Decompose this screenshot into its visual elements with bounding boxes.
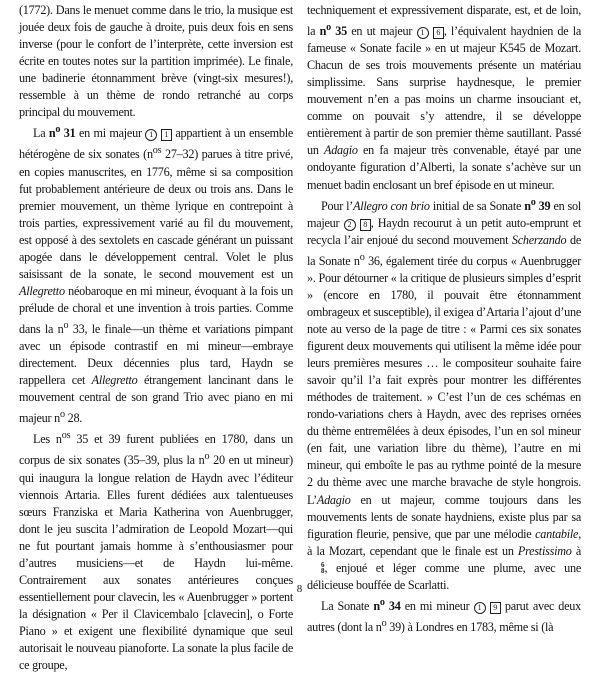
superscript: o	[63, 319, 69, 331]
track-number-icon: 9	[490, 602, 501, 614]
italic-term: Prestissimo	[517, 543, 572, 558]
paragraph-sonata-35	[307, 2, 581, 194]
track-number-icon: 1	[161, 129, 172, 141]
cd-number-icon: 2	[344, 219, 356, 231]
text: 31	[60, 126, 76, 141]
text: néobaroque en mi mineur, évoquant à la fois un prélude de choral et une invention à trois parties. Comme dans la n	[19, 283, 293, 337]
text: Les n	[33, 432, 62, 447]
time-signature-denominator: 8	[321, 566, 325, 575]
text: Pour l’	[321, 198, 354, 213]
paragraph-sonata-34	[307, 594, 581, 636]
cd-number-icon: 1	[474, 602, 486, 614]
text: , enjoué et léger comme une plume, avec une délicieuse bouffée de Scarlatti.	[307, 560, 581, 592]
italic-term: Adagio	[316, 492, 351, 507]
text: techniquement et expressivement disparate, est, et de loin, la	[307, 3, 581, 39]
superscript: o	[359, 251, 365, 263]
text: , l’équivalent haydnien de la fameuse « Sonate facile » en ut majeur K545 de Mozart. Chacun de ses trois mouvements présente un matériau simplissime. Sans surprise haydnesque, le premier mouvement n’en a pas moins un charme insouciant et, comme on pouvait s’y attendre, il se développe entièrement à partir de son premier thème sautillant. Passé un	[307, 24, 582, 158]
time-signature	[307, 562, 325, 574]
text: 27–32) parues à titre privé, en copies manuscrites, en 1776, même si sa composition fut probablement antérieure de deux ou trois ans. Dans le premier mouvement, un thème lyrique en contrepoint à trois parties, expressivement varié au fil du mouvement, est opposé à des sextolets en cascade générant un puissant apogée dans le développement central. Volet le plus saisissant de la sonate, le second mouvement est un	[19, 147, 293, 281]
paragraph-minuet-finale: (1772). Dans le menuet comme dans le trio, la musique est jouée deux fois de gauche à droite, puis deux fois en sens inverse (pour le confort de l’interprète, cette inversion est écrite en toutes notes sur la partition imprimée). Le finale, une badinerie étonnamment brève (vingt-six mesures!), ressemble à un thème de rondo retranché au corps principal du mouvement.	[19, 3, 293, 120]
superscript: o	[379, 596, 385, 608]
text: de la Sonate n	[307, 232, 581, 268]
text: parut avec deux autres (dont la n	[307, 598, 581, 634]
text: 28.	[64, 411, 83, 426]
text: 33, le finale—un thème et variations pimpant avec un épisode contrastif en mi mineur—embraye directement. Deux décennies plus tard, Haydn se rappellera cet	[19, 322, 293, 388]
right-column	[307, 2, 581, 636]
italic-term: Allegro con brio	[353, 198, 430, 213]
left-column	[19, 2, 293, 674]
text: en mi mineur	[400, 598, 474, 613]
italic-term: Adagio	[324, 143, 358, 158]
superscript: o	[530, 196, 536, 208]
paragraph-sonatas-35-39	[19, 427, 293, 674]
text: , Haydn recourut à un petit auto-emprunt et recycla l’air enjoué du second mouvement	[307, 215, 582, 247]
superscript: o	[381, 617, 387, 629]
track-number-icon: 6	[433, 27, 444, 39]
superscript: os	[61, 430, 71, 442]
text: La	[33, 126, 49, 141]
italic-term: Allegretto	[19, 283, 65, 298]
text: en ut majeur, comme toujours dans les mouvements lents de sonate haydniens, existe plus par sa figuration fleurie, pensive, que par une mélodie	[307, 492, 581, 541]
text: n	[319, 24, 327, 39]
superscript: os	[152, 145, 162, 157]
text: 35	[330, 24, 347, 39]
text: en fa majeur très convenable, étayé par une ondoyante figuration d’Alberti, la sonate s’achève sur un menuet badin enclosant un bref épisode en ut mineur.	[307, 143, 582, 192]
superscript: o	[59, 409, 65, 421]
text: 39	[535, 198, 551, 213]
superscript: o	[204, 451, 210, 463]
italic-term: Scherzando	[511, 232, 567, 247]
text: La Sonate	[321, 598, 374, 613]
italic-term: cantabile	[535, 526, 579, 541]
text: 36, également tirée du corpus « Auenbrugger ». Pour détourner « la critique de plusieurs simples d’esprit » (encore en 1780, il pouvait être étonnamment ombrageux et susceptible), il exigea d’Artaria l’ajout d’une note au verso de la page de titre : « Parmi ces six sonates figurent deux mouvements qui utilisent la même idée pour leurs premières mesures … le compositeur souhaite faire savoir qu’il l’a fait exprès pour montrer les différentes méthodes de traitement. » C’est l’un de ces schémas en rondo-variations chers à Haydn, avec des reprises ornées du thème entremêlées à deux épisodes, l’un en sol mineur (en fait, une variation libre du thème), l’autre en mi mineur, qui emboîte le pas au rythme pointé de la mesure 2 du thème avec une marche bravache de style hongrois. L’	[307, 253, 582, 507]
cd-number-icon: 1	[417, 27, 429, 39]
paragraph-sonata-39	[307, 194, 581, 594]
text: 20 en ut mineur) qui inaugura la longue relation de Haydn avec l’éditeur viennois Artaria. Elles furent dédiées aux talentueuses sœurs Franziska et Maria Katherina von Auenbrugger, dont le jeu suscita l’admiration de Leopold Mozart—qui ne fut pourtant jamais homme à s’enthousiasmer pour d’autres musiciens—et de Haydn lui-même. Contrairement aux sonates antérieures conçues essentiellement pour clavecin, les « Auenbrugger » portent la désignation « Per il Clavicembalo [clavecin], o Forte Piano » et exigent une flexibilité dynamique que seul autorisait le nouveau pianoforte. La sonate la plus facile de ce groupe,	[19, 453, 293, 673]
text: en ut majeur	[346, 24, 417, 39]
text: n	[373, 598, 380, 613]
sonata-number-bold	[320, 24, 347, 38]
cd-number-icon: 1	[145, 129, 157, 141]
text: appartient à un ensemble hétérogène de six sonates (n	[19, 126, 294, 162]
text: étrangement lancinant dans le mouvement central de son grand Trio avec piano en mi majeur n	[19, 373, 293, 426]
time-signature-numerator: 6	[321, 560, 325, 569]
text: en mi majeur	[75, 126, 146, 141]
superscript: o	[326, 22, 331, 34]
text: en sol majeur	[307, 198, 582, 230]
text: n	[524, 198, 531, 213]
page-number: 8	[296, 583, 303, 595]
superscript: o	[55, 124, 61, 136]
text: 35 et 39 furent publiées en 1780, dans un corpus de six sonates (35–39, plus la n	[19, 432, 293, 468]
paragraph-sonata-31	[19, 121, 293, 427]
italic-term: Allegretto	[91, 373, 138, 388]
text: à	[571, 543, 581, 558]
track-number-icon: 8	[360, 219, 371, 231]
sonata-number-bold	[49, 126, 76, 140]
text: 34	[384, 598, 401, 613]
text: 39) à Londres en 1783, même si (là	[386, 619, 554, 634]
text: initial de sa Sonate	[429, 198, 525, 213]
text: , à la Mozart, cependant que le finale est un	[307, 526, 581, 558]
text: n	[48, 126, 56, 141]
sonata-number-bold	[524, 196, 551, 213]
